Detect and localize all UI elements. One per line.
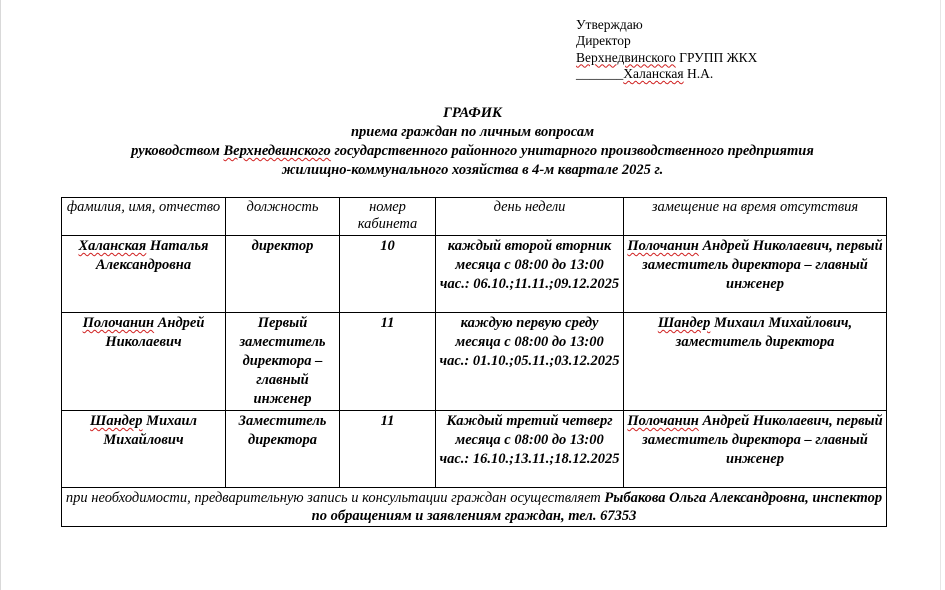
cell-name xyxy=(62,411,226,488)
sub-surname: Полочанин xyxy=(627,413,699,429)
heading-line4: жилищно-коммунального хозяйства в 4-м квартале 2025 г. xyxy=(281,162,664,178)
footer-note xyxy=(62,488,887,527)
org-word: Верхнедвинского xyxy=(576,49,676,65)
approval-block xyxy=(576,17,757,82)
cell-room: 10 xyxy=(340,236,436,313)
header-name: фамилия, имя, отчество xyxy=(62,198,226,236)
page-right-edge xyxy=(940,0,941,590)
name-rest: Андрей Николаевич xyxy=(105,315,205,350)
cell-day: каждую первую среду месяца с 08:00 до 13:00 час.: 01.10.;05.11.;03.12.2025 xyxy=(436,313,624,411)
sub-surname: Шандер xyxy=(657,315,711,331)
document-heading xyxy=(0,104,945,180)
cell-day: каждый второй вторник месяца с 08:00 до 13:00 час.: 06.10.;11.11.;09.12.2025 xyxy=(436,236,624,313)
cell-room: 11 xyxy=(340,411,436,488)
header-day: день недели xyxy=(436,198,624,236)
heading-subtitle: приема граждан по личным вопросам xyxy=(350,124,595,140)
org-rest: ГРУПП ЖКХ xyxy=(675,49,758,65)
sub-rest: Андрей Николаевич, первый заместитель директора – главный инженер xyxy=(642,413,883,467)
header-position: должность xyxy=(226,198,340,236)
approval-signer xyxy=(576,66,757,82)
document-title: ГРАФИК xyxy=(443,105,502,121)
cell-position: Заместитель директора xyxy=(226,411,340,488)
heading-line3-c: государственного районного унитарного производственного предприятия xyxy=(330,143,814,159)
footer-text: при необходимости, предварительную запись и консультации граждан осуществляет xyxy=(65,490,605,506)
cell-name xyxy=(62,313,226,411)
cell-position: директор xyxy=(226,236,340,313)
cell-room: 11 xyxy=(340,313,436,411)
surname: Халанская xyxy=(78,238,147,254)
surname: Шандер xyxy=(90,413,143,429)
name-rest: Михаил Михайлович xyxy=(103,413,197,448)
cell-substitute xyxy=(624,236,887,313)
approval-organization xyxy=(576,50,757,66)
cell-substitute xyxy=(624,411,887,488)
signer-surname: Халанская xyxy=(623,65,684,81)
table-row xyxy=(62,313,887,411)
cell-name xyxy=(62,236,226,313)
name-rest: Наталья Александровна xyxy=(95,238,209,273)
table-header-row xyxy=(62,198,887,236)
schedule-table xyxy=(61,197,887,527)
cell-day: Каждый третий четверг месяца с 08:00 до 13:00 час.: 16.10.;13.11.;18.12.2025 xyxy=(436,411,624,488)
footer-contact: Рыбакова Ольга Александровна, инспектор по обращениям и заявлениям граждан, тел. 67353 xyxy=(311,490,883,524)
signer-initials: Н.А. xyxy=(683,65,714,81)
table-row xyxy=(62,411,887,488)
sub-rest: Михаил Михайлович, заместитель директора xyxy=(675,315,853,350)
sub-surname: Полочанин xyxy=(627,238,699,254)
header-substitute: замещение на время отсутствия xyxy=(624,198,887,236)
signature-blank: _______ xyxy=(576,65,624,81)
heading-line3-b: Верхнедвинского xyxy=(223,143,331,159)
cell-substitute xyxy=(624,313,887,411)
table-footer-row xyxy=(62,488,887,527)
page-left-edge xyxy=(0,0,1,590)
approval-title: Директор xyxy=(576,33,631,49)
table-row xyxy=(62,236,887,313)
approval-line: Утверждаю xyxy=(576,17,643,32)
heading-line3-a: руководством xyxy=(131,143,224,159)
heading-line3 xyxy=(0,142,945,161)
header-room: номер кабинета xyxy=(340,198,436,236)
surname: Полочанин xyxy=(82,315,155,331)
cell-position: Первый заместитель директора – главный инженер xyxy=(226,313,340,411)
sub-rest: Андрей Николаевич, первый заместитель директора – главный инженер xyxy=(642,238,883,292)
